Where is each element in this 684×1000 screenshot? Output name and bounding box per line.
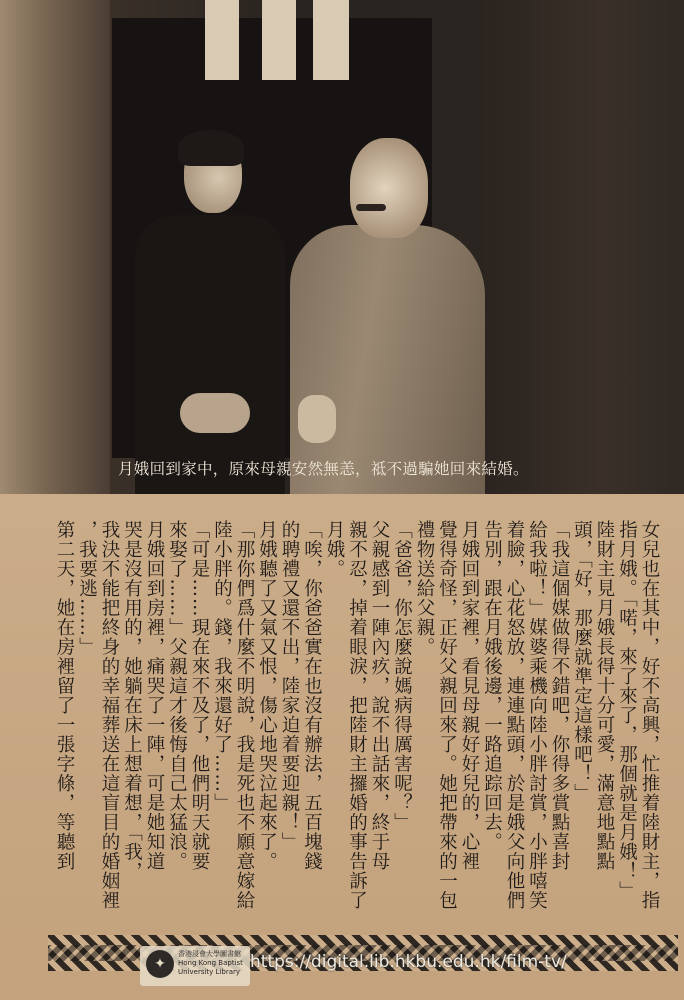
woman-hands (180, 393, 250, 433)
film-still-photo (0, 0, 684, 494)
photo-wall (480, 0, 684, 494)
text-column: 月娥回到家裡，看見母親好好兒的，心裡 (459, 520, 480, 871)
text-column: 指月娥。「喏，來了來了，那個就是月娥！」 (616, 520, 638, 901)
photo-banner (262, 0, 296, 80)
text-column: 頭，「好，那麼就準定這樣吧！」 (571, 520, 593, 804)
photo-caption: 月娥回到家中，原來母親安然無恙，祗不過騙她回來結婚。 (118, 460, 529, 478)
text-column: 「我這個媒做得不錯吧，你得多賞點喜封 (549, 520, 570, 871)
text-column: 陸財主見月娥長得十分可愛，滿意地點點 (594, 520, 615, 871)
woman-figure (135, 215, 285, 494)
text-column: 陸小胖的。錢，我來還好了……」 (211, 520, 233, 813)
man-mustache (356, 204, 386, 211)
text-column: 親不忍，掉着眼淚，把陸財主攞婚的事告訴了 (346, 520, 368, 910)
text-column: 女兒也在其中，好不高興，忙推着陸財主，指 (639, 520, 660, 910)
text-column: 給我啦！」媒婆乘機向陸小胖討賞，小胖嘻笑 (526, 520, 548, 910)
text-column: 父親感到一陣內疚，說不出話來，終于母 (369, 520, 390, 871)
text-column: 月娥。 (324, 520, 345, 579)
library-logo-icon: ✦ (146, 950, 174, 978)
photo-banner (313, 0, 349, 80)
text-column: 着臉，心花怒放，連連點頭，於是娥父向他們 (504, 520, 525, 910)
text-column: 禮物送給父親。 (414, 520, 435, 657)
text-column: 我決不能把終身的幸福葬送在這盲目的婚姻裡 (99, 520, 120, 910)
story-text (40, 520, 662, 925)
text-column: ，我要逃……」 (76, 520, 98, 657)
woman-hair (178, 130, 244, 166)
text-column: 月娥回到房裡，痛哭了一陣，可是她知道 (144, 520, 165, 871)
text-column: 第二天，她在房裡留了一張字條，等聽到 (54, 520, 75, 871)
man-hand (298, 395, 336, 443)
text-column: 告別，跟在月娥後邊，一路追踪回去。 (481, 520, 503, 852)
watermark-url[interactable]: https://digital.lib.hkbu.edu.hk/film-tv/ (250, 952, 567, 972)
man-figure (290, 225, 485, 494)
photo-curtain (0, 0, 110, 494)
watermark-org: 香港浸會大學圖書館 Hong Kong Baptist University Library (178, 950, 243, 976)
text-column: 「唉，你爸爸實在也沒有辦法，五百塊錢 (301, 520, 323, 871)
text-column: 的聘禮又還不出，陸家迫着要迎親！」 (279, 520, 300, 852)
text-column: 覺得奇怪，正好父親回來了。她把帶來的一包 (436, 520, 458, 910)
text-column: 「可是……現在來不及了，他們明天就要 (189, 520, 210, 871)
text-column: 哭是沒有用的，她躺在床上想着想，「我， (121, 520, 143, 882)
text-column: 「那你們爲什麼不明說，我是死也不願意嫁給 (234, 520, 255, 910)
text-column: 「爸爸，你怎麼說媽病得厲害呢？」 (391, 520, 413, 832)
photo-banner (205, 0, 239, 80)
man-face (350, 138, 428, 238)
text-column: 月娥聽了又氣又恨，傷心地哭泣起來了。 (256, 520, 278, 871)
text-column: 來娶了……」父親這才後悔自己太猛浪。 (166, 520, 188, 871)
